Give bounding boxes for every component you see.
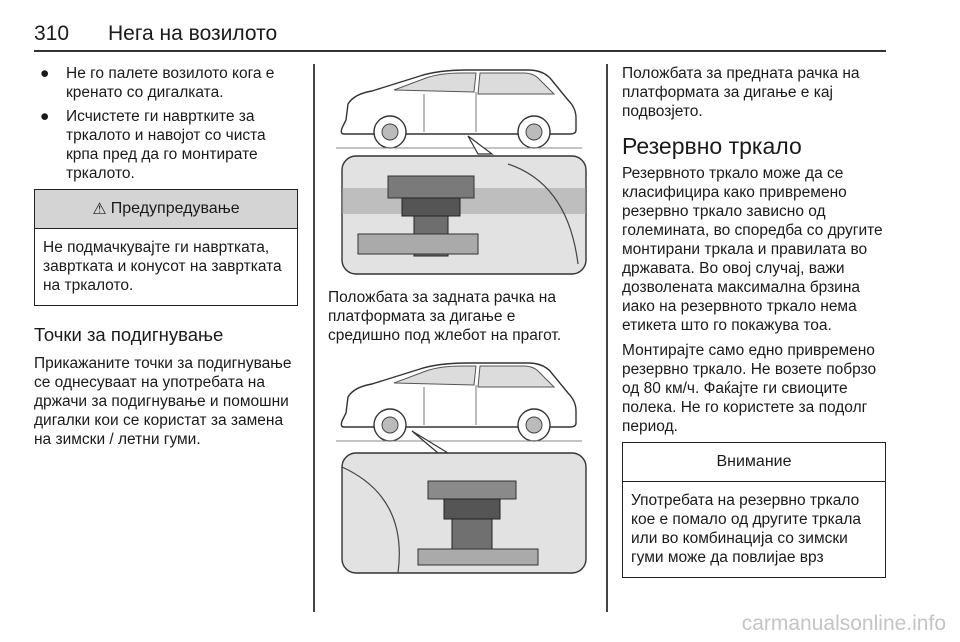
page-number: 310 xyxy=(34,22,70,45)
warning-box xyxy=(34,189,298,306)
list-item: ● Не го палете возилото кога е кренато со дигалката. xyxy=(40,65,275,101)
warning-text: Не подмачкувајте ги навртката, завртката и конусот на завртката на тркалото. xyxy=(43,239,282,294)
warning-triangle-icon: ⚠ xyxy=(92,201,107,218)
notice-text: Употребата на резервно тркало кое е помало од другите тркала или во комбинација со зимски гуми може да повлијае врз xyxy=(631,492,862,566)
watermark: carmanualsonline.info xyxy=(741,612,946,635)
column-2 xyxy=(328,64,590,577)
list-item: ● Исчистете ги навртките за тркалото и навојот со чиста крпа пред да го монтирате тркалото. xyxy=(40,108,266,182)
warning-header xyxy=(35,190,297,229)
column-3 xyxy=(622,64,886,578)
column-1 xyxy=(34,64,298,449)
page-title: Нега на возилото xyxy=(108,22,278,45)
figure-caption: Положбата за предната рачка на платформата за дигање е кај подвозјето. xyxy=(622,65,860,120)
warning-heading: Предупредување xyxy=(110,200,240,217)
notice-heading: Внимание xyxy=(716,453,792,470)
bullet-icon: ● xyxy=(40,65,50,82)
section-text: Прикажаните точки за подигнување се однесуваат на употребата на држачи за подигнување и помошни дигалки кои се користат за замена на зимски / летни гуми. xyxy=(34,355,292,448)
front-lift-point-illustration xyxy=(328,357,590,577)
page-header xyxy=(34,22,886,50)
paragraph: Монтирајте само едно привремено резервно тркало. Не возете побрзо од 80 км/ч. Фаќајте ги свиоците полека. Не го користете за подолг период. xyxy=(622,342,877,435)
column-divider xyxy=(606,64,608,612)
section-heading: Точки за подигнување xyxy=(34,324,224,345)
figure-caption: Положбата за задната рачка на платформата за дигање е средишно под жлебот на прагот. xyxy=(328,289,562,344)
column-divider xyxy=(313,64,315,612)
notice-header xyxy=(623,443,885,482)
header-rule xyxy=(34,50,886,52)
section-heading: Резервно тркало xyxy=(622,133,802,159)
bullet-icon: ● xyxy=(40,108,50,125)
bullet-list xyxy=(34,64,298,183)
rear-lift-point-illustration xyxy=(328,64,590,278)
paragraph: Резервното тркало може да се класифицира како привремено резервно тркало зависно од големината, во споредба со другите монтирани тркала и правилата во државата. Во овој случај, важи дозволената максимална брзина иако на резервното тркало нема етикета што го покажува тоа. xyxy=(622,165,883,334)
notice-box xyxy=(622,442,886,578)
